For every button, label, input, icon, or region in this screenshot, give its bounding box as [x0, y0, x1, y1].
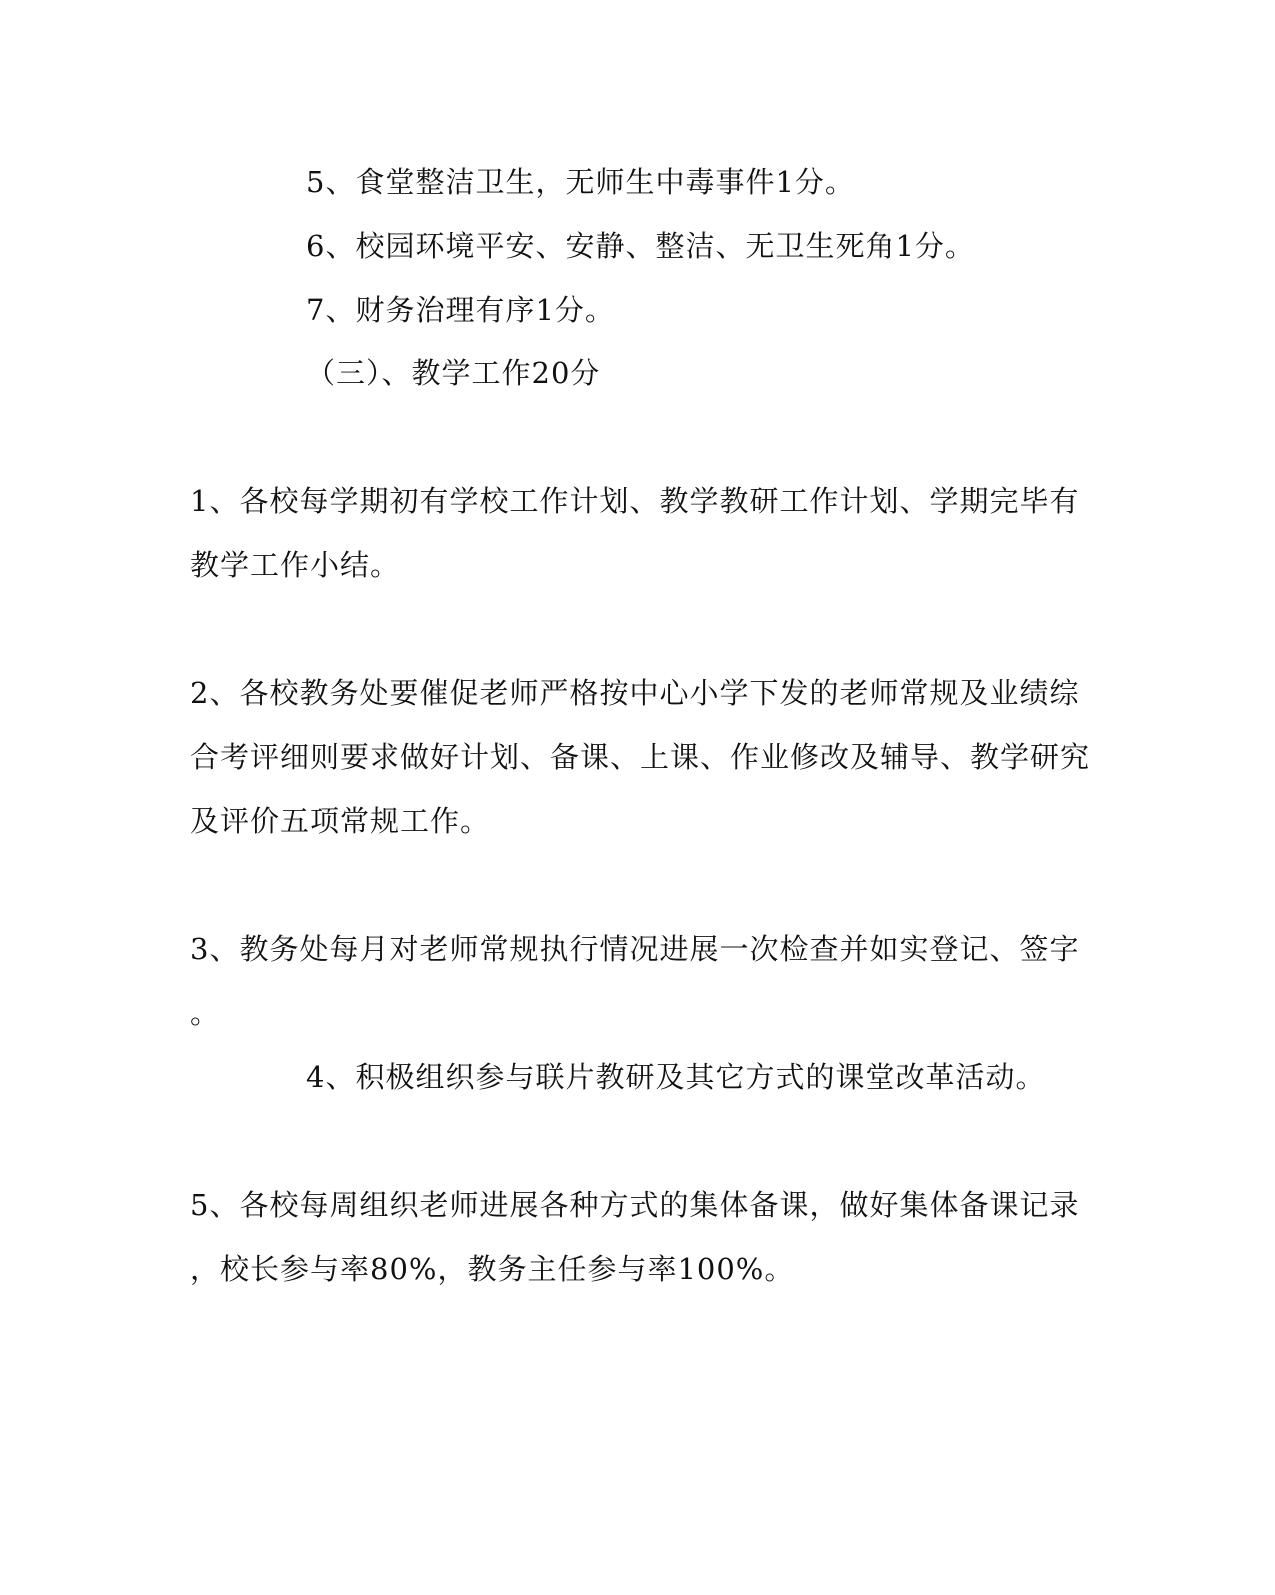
paragraph-2-line-1: 2、各校教务处要催促老师严格按中心小学下发的老师常规及业绩综 [190, 676, 1080, 710]
item-campus-environment: 6、校园环境平安、安静、整洁、无卫生死角1分。 [306, 229, 975, 263]
paragraph-5-line-2: ，校长参与率80%，教务主任参与率100%。 [190, 1252, 795, 1286]
item-canteen-hygiene: 5、食堂整洁卫生，无师生中毒事件1分。 [306, 165, 855, 199]
paragraph-3-line-1: 3、教务处每月对老师常规执行情况进展一次检查并如实登记、签字 [190, 932, 1080, 966]
item-financial-management: 7、财务治理有序1分。 [306, 293, 615, 327]
section-heading-teaching-work: （三）、教学工作20分 [306, 356, 601, 390]
paragraph-5-line-1: 5、各校每周组织老师进展各种方式的集体备课，做好集体备课记录 [190, 1188, 1080, 1222]
item-joint-research: 4、积极组织参与联片教研及其它方式的课堂改革活动。 [306, 1060, 1046, 1094]
paragraph-1-line-1: 1、各校每学期初有学校工作计划、教学教研工作计划、学期完毕有 [190, 484, 1080, 518]
paragraph-3-line-2: 。 [190, 996, 221, 1030]
paragraph-1-line-2: 教学工作小结。 [190, 548, 401, 582]
paragraph-2-line-3: 及评价五项常规工作。 [190, 804, 491, 838]
paragraph-2-line-2: 合考评细则要求做好计划、备课、上课、作业修改及辅导、教学研究 [190, 740, 1091, 774]
